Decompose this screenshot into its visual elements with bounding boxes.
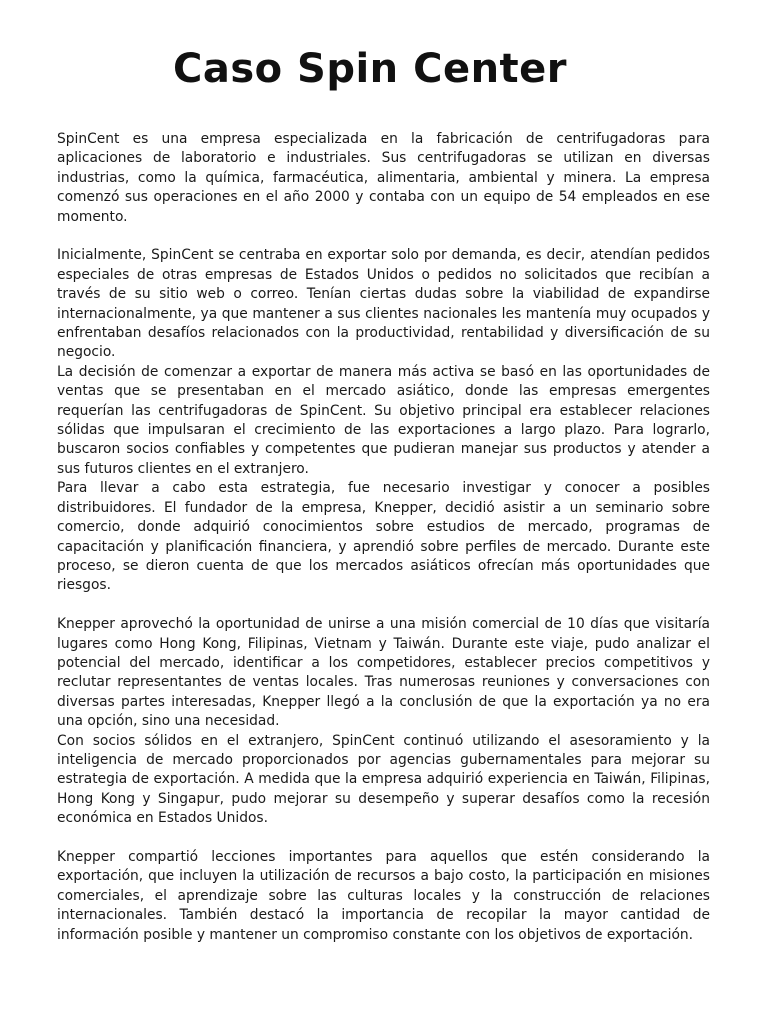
paragraph-export-decision: La decisión de comenzar a exportar de manera más activa se basó en las oportunidades de ventas que se presentaban en el mercado asiático, donde las empresas emergentes requerían las centrifugadoras de SpinCent. Su objetivo principal era establecer relaciones sólidas que impulsaran el crecimiento de las exportaciones a largo plazo. Para lograrlo, buscaron socios confiables y competentes que pudieran manejar sus productos y atender a sus futuros clientes en el extranjero. bbox=[57, 363, 710, 477]
paragraph-lessons: Knepper compartió lecciones importantes para aquellos que estén considerando la exportación, que incluyen la utilización de recursos a bajo costo, la participación en misiones comerciales, el aprendizaje sobre las culturas locales y la construcción de relaciones internacionales. También destacó la importancia de recopilar la mayor cantidad de información posible y mantener un compromiso constante con los objetivos de exportación. bbox=[57, 848, 710, 943]
paragraph-strategy: Para llevar a cabo esta estrategia, fue necesario investigar y conocer a posibles distribuidores. El fundador de la empresa, Knepper, decidió asistir a un seminario sobre comercio, donde adquirió conocimientos sobre estudios de mercado, programas de capacitación y planificación financiera, y aprendió sobre perfiles de mercado. Durante este proceso, se dieron cuenta de que los mercados asiáticos ofrecían más oportunidades que riesgos. bbox=[57, 480, 710, 594]
paragraph-intro: SpinCent es una empresa especializada en la fabricación de centrifugadoras para aplicaciones de laboratorio e industriales. Sus centrifugadoras se utilizan en diversas industrias, como la química, farmacéutica, alimentaria, ambiental y minera. La empresa comenzó sus operaciones en el año 2000 y contaba con un equipo de 54 empleados en ese momento. bbox=[57, 131, 710, 225]
paragraph-foreign-partners: Con socios sólidos en el extranjero, SpinCent continuó utilizando el asesoramiento y la inteligencia de mercado proporcionados por agencias gubernamentales para mejorar su estrategia de exportación. A medida que la empresa adquirió experiencia en Taiwán, Filipinas, Hong Kong y Singapur, pudo mejorar su desempeño y superar desafíos como la recesión económica en Estados Unidos. bbox=[57, 732, 710, 827]
paragraph-trade-mission: Knepper aprovechó la oportunidad de unirse a una misión comercial de 10 días que visitaría lugares como Hong Kong, Filipinas, Vietnam y Taiwán. Durante este viaje, pudo analizar el potencial del mercado, identificar a los competidores, establecer precios competitivos y reclutar representantes de ventas locales. Tras numerosas reuniones y conversaciones con diversas partes interesadas, Knepper llegó a la conclusión de que la exportación ya no era una opción, sino una necesidad. bbox=[57, 616, 710, 730]
document-title: Caso Spin Center bbox=[172, 46, 568, 92]
document-body bbox=[57, 130, 710, 945]
paragraph-initial-exports: Inicialmente, SpinCent se centraba en exportar solo por demanda, es decir, atendían pedidos especiales de otras empresas de Estados Unidos o pedidos no solicitados que recibían a través de su sitio web o correo. Tenían ciertas dudas sobre la viabilidad de expandirse internacionalmente, ya que mantener a sus clientes nacionales les mantenía muy ocupados y enfrentaban desafíos relacionados con la productividad, rentabilidad y diversificación de su negocio. bbox=[57, 247, 710, 361]
